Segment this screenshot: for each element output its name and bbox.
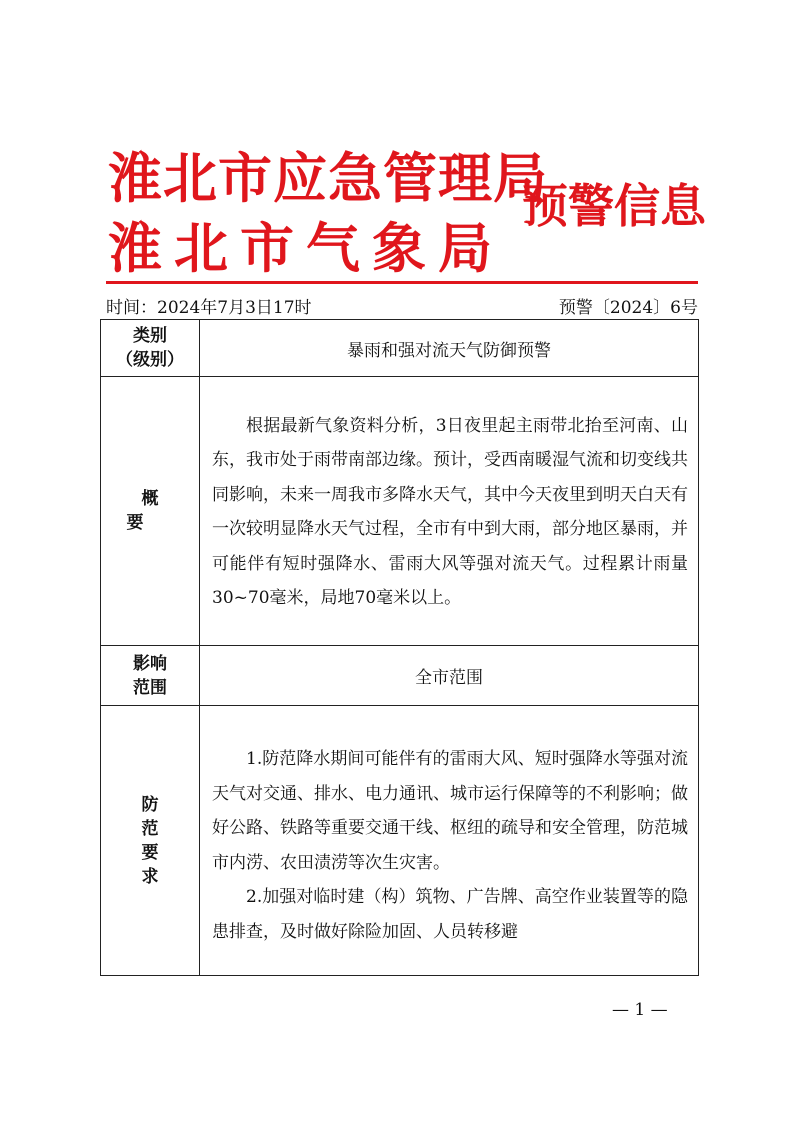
issue-time: 时间：2024年7月3日17时: [106, 298, 312, 318]
table-row-scope: [101, 646, 699, 706]
summary-label: [101, 377, 200, 646]
table-row-category: [101, 320, 699, 377]
document-type-title: 预警信息: [522, 179, 706, 233]
table-row-requirements: [101, 706, 699, 976]
page-number: — 1 —: [612, 1000, 668, 1020]
requirements-label-line2: 要 求: [141, 842, 189, 887]
requirement-paragraph-2: 2.加强对临时建（构）筑物、广告牌、高空作业装置等的隐患排查，及时做好除险加固、人员转移避: [212, 887, 688, 942]
agency-name-meteorology: 淮北市气象局: [108, 216, 504, 280]
scope-label-line1: 影响: [133, 653, 167, 674]
summary-paragraph: 根据最新气象资料分析，3日夜里起主雨带北抬至河南、山东，我市处于雨带南部边缘。预计，受西南暖湿气流和切变线共同影响，未来一周我市多降水天气，其中今天夜里到明天白天有一次较明显降水天气过程，全市有中到大雨，部分地区暴雨，并可能伴有短时强降水、雷雨大风等强对流天气。过程累计雨量30~70毫米，局地70毫米以上。: [212, 415, 688, 608]
category-label: [101, 320, 200, 377]
summary-value: [200, 377, 699, 646]
scope-value: 全市范围: [200, 646, 699, 706]
requirement-paragraph-1: 1.防范降水期间可能伴有的雷雨大风、短时强降水等强对流天气对交通、排水、电力通讯、城市运行保障等的不利影响；做好公路、铁路等重要交通干线、枢纽的疏导和安全管理，防范城市内涝、农田渍涝等次生灾害。: [212, 749, 688, 873]
warning-info-table: [100, 319, 699, 976]
category-value: 暴雨和强对流天气防御预警: [200, 320, 699, 377]
scope-label-line2: 范围: [133, 677, 167, 698]
requirements-value: [200, 706, 699, 976]
requirements-label-line1: 防 范: [141, 794, 189, 839]
agency-name-emergency: 淮北市应急管理局: [108, 146, 548, 210]
table-row-summary: [101, 377, 699, 646]
summary-label-text: 概 要: [126, 489, 189, 533]
category-label-line1: 类别: [133, 326, 167, 346]
category-label-line2: （级别）: [116, 350, 184, 370]
scope-label: [101, 646, 200, 706]
red-header-rule: [106, 281, 698, 284]
requirements-label: [101, 706, 200, 976]
document-number: 预警〔2024〕6号: [558, 298, 698, 318]
